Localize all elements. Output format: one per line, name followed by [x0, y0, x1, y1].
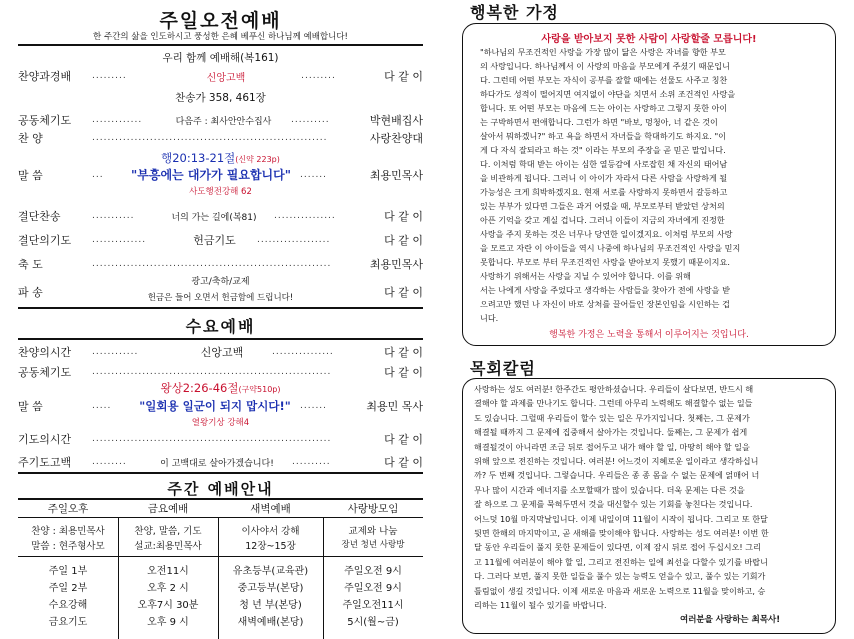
sched-cell: 5시(월~금)	[347, 617, 399, 628]
order-center: 이 고백대로 살아가겠습니다!	[160, 458, 274, 469]
order-row-decision-hymn: 결단찬송 ........... 너의 가는 길에(복81) ................ 다 같 이	[18, 210, 423, 223]
order-label: 찬 양	[18, 132, 43, 145]
sched-cell: 중고등부(본당)	[237, 583, 304, 594]
hymn-numbers: 찬송가 358, 461장	[175, 92, 266, 104]
text-line: 뒷면 한해의 마지막이고, 곧 새해를 맞이해야 합니다. 사랑하는 성도 여러분! 이번 한	[474, 528, 769, 539]
sched-cell: 오후7시 30분	[137, 600, 199, 611]
sched-cell: 주일오전 9시	[344, 566, 402, 577]
text-line: 해결될 때까지 그 문제에 집중해서 살아가는 것입니다. 둘째는, 그 문제가 쉽게	[474, 427, 748, 438]
text-line: 사랑을 주지 못하는 것은 너무나 당연한 일이겠지요. 이처럼 부모의 사랑	[480, 229, 733, 239]
wed-scripture	[18, 380, 423, 396]
call-to-worship: 우리 함께 예배해(복161)	[162, 52, 279, 64]
order-right: 최용민목사	[369, 258, 423, 271]
text-line: 고 11월에 여러분이 해야 할 일, 그리고 전진하는 일에 최선을 다할수 있기를 바랍니	[474, 556, 768, 567]
family-headline: 사랑을 받아보지 못한 사람이 사랑할줄 모릅니다!	[541, 34, 757, 45]
order-label: 주기도고백	[18, 456, 72, 469]
text-line: 리하는 11월이 될수 있기를 바랍니다.	[474, 600, 607, 611]
sched-cell: 12장~15장	[245, 541, 296, 552]
text-line: 달 동안 우리들이 풀지 못한 문제들이 있다면, 이제 잠시 뒤로 접어 두십시오! 그리	[474, 542, 761, 553]
sermon-note: 사도행전강해 62	[189, 187, 252, 197]
sched-cell: 찬양 : 최용민목사	[31, 526, 105, 537]
order-right: 최용민 목사	[366, 400, 423, 413]
order-row-choir: 찬 양 ............................................................. 사랑찬양대	[18, 132, 423, 145]
wed-scripture-page: (구약510p)	[238, 385, 281, 394]
wed-title: 수요예배	[185, 317, 256, 336]
order-right: 최용민목사	[369, 168, 423, 182]
order-right: 사랑찬양대	[369, 132, 423, 145]
order-center: 너의 가는 길에(복81)	[171, 212, 257, 223]
order-center: 다음주 : 최사안안수집사	[175, 116, 272, 127]
text-line: 도 있습니다. 그럴때 우리들이 할수 있는 일은 무가지입니다. 첫째는, 그 문제가	[474, 412, 750, 423]
text-line: 는 구박하면서 편애합니다. 그런가 하면 "바보, 멍청아, 너 같은 것이	[480, 117, 718, 127]
sched-cell: 주일오전11시	[342, 600, 404, 611]
order-row-decision-prayer: 결단의기도 .............. 헌금기도 ................... 다 같 이	[18, 234, 423, 247]
wed-row-prayer-time: 기도의시간 .............................................................. 다 같 이	[18, 433, 423, 446]
pastor-sign: 여러분을 사랑하는 최목사!	[680, 615, 781, 625]
text-line: 어느덧 10월 마지막날입니다. 이제 내일이며 11월이 시작이 됩니다. 그리고 또 한달	[474, 513, 768, 524]
sched-cell: 교제와 나눔	[348, 526, 398, 537]
text-line: 사랑하기 위해서는 사랑을 지닐 수 있어야 합니다. 이를 위해	[480, 271, 691, 281]
order-right: 박현배집사	[369, 114, 423, 127]
scripture-ref: 행20:13-21절	[161, 151, 236, 165]
order-row-benediction: 축 도 .............................................................. 최용민목사	[18, 258, 423, 271]
sched-cell: 유초등부(교육관)	[232, 566, 309, 577]
sched-cell: 주일 2부	[48, 583, 88, 594]
text-line: 다. 그러다 보면, 풀지 못한 일들을 풀수 있는 능력도 얻을수 있고, 풀수 있는 기회가	[474, 571, 766, 582]
text-line: 으려고만 했던 나 자신이 바로 상처를 끌어들인 장본인임을 시인하는 겁	[480, 299, 730, 309]
wed-row-praise: 찬양의시간 ............ 신앙고백 ................ 다 같 이	[18, 346, 423, 359]
order-row-sermon: 말 씀 ... "부흥에는 대가가 필요합니다" ....... 최용민목사	[18, 168, 423, 182]
pastor-body	[474, 382, 824, 613]
order-label: 말 씀	[18, 168, 43, 182]
main-subtitle: 한 주간의 삶을 인도하시고 풍성한 은혜 베푸신 하나님께 예배합니다!	[93, 32, 348, 42]
order-center: 신앙고백	[206, 72, 246, 84]
announcements: 광고/축하/교제	[191, 277, 250, 287]
sched-cell: 찬양, 말씀, 기도	[134, 526, 202, 537]
family-title: 행복한 가정	[470, 3, 559, 22]
order-right: 다 같 이	[384, 210, 423, 223]
text-line: 살아서 뭐하겠니?" 하고 욕을 하면서 자녀들을 학대하기도 하지요. "이	[480, 131, 726, 141]
wed-sermon-title: "일회용 일군이 되지 맙시다!"	[139, 399, 291, 413]
order-right: 다 같 이	[384, 70, 423, 83]
order-label: 찬양과경배	[18, 70, 72, 83]
order-label: 축 도	[18, 258, 43, 271]
order-label: 파 송	[18, 286, 43, 299]
order-label: 기도의시간	[18, 433, 72, 446]
worship-order-column	[18, 0, 423, 639]
sched-cell: 금요기도	[48, 617, 88, 628]
text-line: 무나 많이 시간과 에너지를 소모할때가 많이 있습니다. 더욱 문제는 다른 것을	[474, 484, 745, 495]
sched-cell: 청 년 부(본당)	[239, 600, 302, 611]
order-label: 공동체기도	[18, 366, 72, 379]
sched-cell: 수요강해	[48, 600, 88, 611]
text-line: 합니다. 또 어떤 부모는 마음에 드는 아이는 사랑하고 그렇지 못한 아이	[480, 103, 728, 113]
order-right: 다 같 이	[384, 234, 423, 247]
order-center: 헌금기도	[193, 234, 236, 247]
sched-header: 새벽예배	[250, 503, 291, 515]
sched-cell: 이사야서 강해	[241, 526, 300, 537]
text-line: 틀림없이 생길 것입니다. 이제 새로운 마음과 새로운 노력으로 11월을 맞이하고, 승	[474, 585, 766, 596]
wed-row-lords-prayer: 주기도고백 ......... 이 고백대로 살아가겠습니다! .......... 다 같 이	[18, 456, 423, 469]
scripture-page: (신약 223p)	[235, 155, 280, 164]
text-line: 사랑하는 성도 여러분! 한주간도 평안하셨습니다. 우리들이 살다보면, 반드시 해	[474, 384, 754, 394]
sched-header: 사랑방모임	[347, 503, 399, 515]
text-line: 까? 두 번째 것입니다. 그렇습니다. 우리들은 종 종 몸을 수 없는 문제에 얽매어 너	[474, 470, 760, 481]
text-line: 다. 그런데 어떤 부모는 자식이 공부를 잘할 때에는 선물도 사주고 칭찬	[480, 75, 728, 85]
text-line: 게 다 자식 잘되라고 하는 것" 이라는 부모의 주장을 곧 믿곤 말입니다.	[480, 145, 726, 155]
sched-cell: 장년 청년 사랑방	[341, 540, 405, 550]
order-right: 다 같 이	[384, 286, 423, 299]
sched-cell: 주일 1부	[48, 566, 88, 577]
order-right: 다 같 이	[384, 433, 423, 446]
text-line: "하나님의 무조건적인 사랑을 가장 많이 닮은 사랑은 자녀를 향한 부모	[480, 47, 726, 57]
sched-cell: 오후 9 시	[147, 617, 189, 628]
family-body	[480, 45, 820, 325]
text-line: 아픈 기억을 갖고 계실 겁니다. 그러니 이들이 지금의 자녀에게 진정한	[480, 215, 725, 225]
order-label: 결단의기도	[18, 234, 72, 247]
text-line: 서는 나에게 사랑을 주었다고 생각하는 사람들을 찾아가 전에 사랑을 받	[480, 285, 730, 295]
text-line: 해결될것이 아니라면 조금 뒤로 접어두고 내가 해야 할 일, 마땅히 해야 할 일을	[474, 441, 750, 452]
order-row-prayer: 공동체기도 ............. 다음주 : 최사안안수집사 .......... 박현배집사	[18, 114, 423, 127]
wed-scripture-ref: 왕상2:26-46절	[160, 381, 239, 395]
text-line: 을 모르고 자란 이 아이들을 역시 나중에 하나님의 무조건적인 사랑을 믿지	[480, 243, 741, 253]
order-right: 다 같 이	[384, 456, 423, 469]
text-line: 위해 앞으로 전진하는 것입니다. 여러분! 어느것이 지혜로운 일이라고 생각하십니	[474, 456, 759, 467]
sched-cell: 설교:최용민목사	[134, 541, 202, 552]
scripture	[18, 150, 423, 166]
order-right: 다 같 이	[384, 346, 423, 359]
wed-sermon-note: 열왕기상 강해4	[191, 418, 250, 428]
text-line: 의 사랑입니다. 하나님께서 이 사랑의 마음을 부모에게 주셨기 때문입니	[480, 61, 730, 71]
order-right: 다 같 이	[384, 366, 423, 379]
family-closing: 행복한 가정은 노력을 통해서 이루어지는 것입니다.	[549, 330, 749, 340]
sched-cell: 오후 2 시	[147, 583, 189, 594]
text-line: 니다.	[480, 313, 499, 323]
sched-header: 금요예배	[147, 503, 189, 515]
wed-row-prayer: 공동체기도 .............................................................. 다 같 이	[18, 366, 423, 379]
wed-row-sermon: 말 씀 ..... "일회용 일군이 되지 맙시다!" ....... 최용민 목사	[18, 399, 423, 413]
text-line: 잘 하으로 그 문제를 묵혀두면서 것을 대신할수 있는 기회를 놓친다는 것입니다.	[474, 499, 753, 510]
main-title: 주일오전예배	[159, 10, 282, 32]
sched-cell: 말씀 : 현주형사모	[31, 541, 105, 552]
sched-cell: 주일오전 9시	[344, 583, 402, 594]
text-line: 있는 부부가 있다면 그들은 과거 어렸을 때, 부모로부터 받았던 상처의	[480, 201, 725, 211]
text-line: 하다가도 성적이 떨어지면 여지없이 야단을 치면서 소위 조건적인 사랑을	[480, 89, 736, 99]
text-line: 가능성은 크게 희박하겠지요. 현재 서로를 사랑하지 못하면서 갈등하고	[480, 187, 728, 197]
order-row-praise: 찬양과경배 ......... 신앙고백 ......... 다 같 이	[18, 70, 423, 84]
order-center: 신앙고백	[200, 346, 244, 359]
offering-note: 헌금은 들어 오면서 헌금함에 드립니다!	[147, 293, 294, 303]
sched-cell: 새벽예배(본당)	[237, 617, 304, 628]
pastor-title: 목회칼럼	[470, 359, 536, 378]
sched-cell: 오전11시	[147, 566, 189, 577]
sched-header: 주일오후	[47, 503, 89, 515]
sched-title: 주간 예배안내	[167, 480, 274, 498]
text-line: 못합니다. 부모로 부터 무조건적인 사랑을 받아보지 못했기 때문이지요.	[480, 257, 730, 267]
order-label: 공동체기도	[18, 114, 72, 127]
sermon-title: "부흥에는 대가가 필요합니다"	[131, 168, 291, 182]
order-label: 결단찬송	[18, 210, 61, 223]
text-line: 을 비관하게 됩니다. 그러니 이 아이가 자라서 다른 사람을 사랑하게 될	[480, 173, 728, 183]
text-line: 다. 이처럼 학대 받는 아이는 심한 열등감에 사로잡힌 채 자신의 태어남	[480, 159, 728, 169]
order-label: 찬양의시간	[18, 346, 72, 359]
order-label: 말 씀	[18, 400, 43, 413]
text-line: 결해야 할 과제를 만나기도 합니다. 그런데 아무리 노력해도 해결할수 없는 일들	[474, 398, 753, 409]
